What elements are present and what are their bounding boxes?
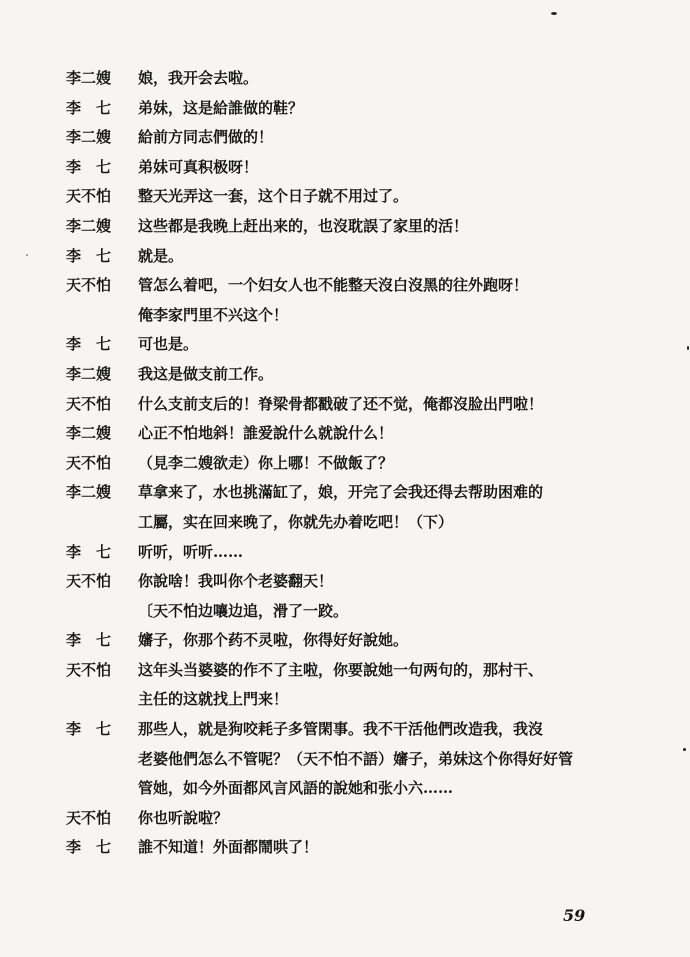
dialogue-text	[138, 715, 666, 804]
dialogue-row	[66, 626, 666, 656]
dialogue-row	[66, 330, 666, 360]
dialogue-row	[66, 360, 666, 390]
dialogue-row	[66, 242, 666, 272]
scan-speck	[551, 12, 557, 15]
dialogue-line: 弟妹，这是給誰做的鞋？	[138, 98, 304, 117]
speaker-name: 李二嫂	[66, 483, 112, 502]
speaker-name: 天不怕	[66, 394, 112, 413]
dialogue-text	[138, 212, 666, 242]
dialogue-row	[66, 804, 666, 834]
speaker-name: 天不怕	[66, 276, 112, 295]
dialogue-row	[66, 153, 666, 183]
speaker-name: 李 七	[66, 335, 112, 354]
dialogue-row	[66, 212, 666, 242]
speaker-name: 天不怕	[66, 453, 112, 472]
dialogue-text	[138, 64, 666, 94]
dialogue-line: 这年头当婆婆的作不了主啦，你要說她一句两句的，那村干、	[138, 660, 544, 679]
dialogue-line: 給前方同志們做的！	[138, 128, 274, 147]
dialogue-text	[138, 597, 666, 627]
dialogue-text	[138, 242, 666, 272]
speaker-name: 天不怕	[66, 572, 112, 591]
dialogue-text	[138, 390, 666, 420]
speaker-name: 天不怕	[66, 187, 112, 206]
dialogue-line: 娘，我开会去啦。	[138, 69, 259, 87]
speaker-name: 天不怕	[66, 660, 112, 679]
dialogue-row	[66, 715, 666, 804]
speaker-name: 李二嫂	[66, 424, 112, 443]
dialogue-line: 可也是。	[138, 335, 199, 354]
dialogue-text	[138, 833, 666, 863]
speaker-name: 李二嫂	[66, 128, 112, 147]
speaker-name: 李 七	[66, 98, 112, 117]
scan-speck	[26, 254, 28, 256]
dialogue-row	[66, 182, 666, 212]
dialogue-line: 管怎么着吧，一个妇女人也不能整天沒白沒黑的往外跑呀！	[138, 276, 529, 295]
speaker-name: 李 七	[66, 542, 112, 561]
speaker-name: 李 七	[66, 246, 112, 265]
stage-direction-row	[66, 597, 666, 627]
scan-speck	[687, 346, 689, 350]
dialogue-line: 主任的这就找上門来！	[138, 690, 289, 709]
stage-direction: 〔天不怕边嚷边追，滑了一跤。	[138, 601, 349, 620]
dialogue-text	[138, 360, 666, 390]
speaker-name: 天不怕	[66, 808, 112, 827]
dialogue-text	[138, 656, 666, 715]
speaker-name: 李 七	[66, 838, 112, 857]
dialogue-text	[138, 804, 666, 834]
dialogue-row	[66, 271, 666, 330]
dialogue-text	[138, 330, 666, 360]
dialogue-text	[138, 123, 666, 153]
dialogue-text	[138, 94, 666, 124]
dialogue-line: 工屬，实在回来晚了，你就先办着吃吧！（下）	[138, 512, 454, 531]
dialogue-row	[66, 449, 666, 479]
speaker-name: 李二嫂	[66, 69, 112, 87]
dialogue-line: 俺李家門里不兴这个！	[138, 305, 289, 324]
dialogue-line: （見李二嫂欲走）你上哪！不做飯了？	[138, 453, 394, 472]
dialogue-row	[66, 390, 666, 420]
dialogue-text	[138, 271, 666, 330]
dialogue-line: 管她，如今外面都风言风語的說她和张小六……	[138, 779, 454, 798]
dialogue-line: 弟妹可真积极呀！	[138, 157, 259, 176]
dialogue-line: 什么支前支后的！脊梁骨都戳破了还不觉，俺都沒脸出門啦！	[138, 394, 544, 413]
dialogue-line: 这些都是我晚上赶出来的，也沒耽誤了家里的活！	[138, 216, 469, 235]
scan-speck	[683, 748, 686, 751]
dialogue-row	[66, 123, 666, 153]
dialogue-row	[66, 833, 666, 863]
dialogue-row	[66, 538, 666, 568]
dialogue-row	[66, 419, 666, 449]
dialogue-text	[138, 182, 666, 212]
dialogue-line: 你也听說啦？	[138, 808, 229, 827]
dialogue-text	[138, 449, 666, 479]
dialogue-line: 整天光弄这一套，这个日子就不用过了。	[138, 187, 409, 206]
dialogue-line: 听听，听听……	[138, 542, 244, 561]
dialogue-line: 心正不怕地斜！誰爱說什么就說什么！	[138, 424, 394, 443]
dialogue-text	[138, 538, 666, 568]
speaker-name: 李 七	[66, 720, 112, 739]
dialogue-text	[138, 626, 666, 656]
speaker-name: 李 七	[66, 631, 112, 650]
dialogue-line: 那些人，就是狗咬耗子多管閑事。我不干活他們改造我，我沒	[138, 720, 544, 739]
dialogue-text	[138, 567, 666, 597]
speaker-name: 李 七	[66, 157, 112, 176]
dialogue-line: 嬸子，你那个药不灵啦，你得好好說她。	[138, 631, 409, 650]
page-number: 59	[563, 906, 586, 925]
dialogue-row	[66, 478, 666, 537]
dialogue-line: 我这是做支前工作。	[138, 364, 274, 383]
dialogue-line: 就是。	[138, 246, 184, 265]
dialogue-line: 草拿来了，水也挑滿缸了，娘，开完了会我还得去帮助困难的	[138, 483, 544, 502]
dialogue-row	[66, 64, 666, 94]
dialogue-line: 你說啥！我叫你个老婆翻天！	[138, 572, 334, 591]
dialogue-row	[66, 94, 666, 124]
dialogue-text	[138, 419, 666, 449]
dialogue-row	[66, 656, 666, 715]
speaker-name: 李二嫂	[66, 364, 112, 383]
speaker-name: 李二嫂	[66, 216, 112, 235]
dialogue-line: 誰不知道！外面都鬧哄了！	[138, 838, 319, 857]
dialogue-row	[66, 567, 666, 597]
script-dialogue	[66, 64, 666, 863]
dialogue-text	[138, 478, 666, 537]
dialogue-line: 老婆他們怎么不管呢？（天不怕不語）嬸子，弟妹这个你得好好管	[138, 749, 574, 768]
dialogue-text	[138, 153, 666, 183]
